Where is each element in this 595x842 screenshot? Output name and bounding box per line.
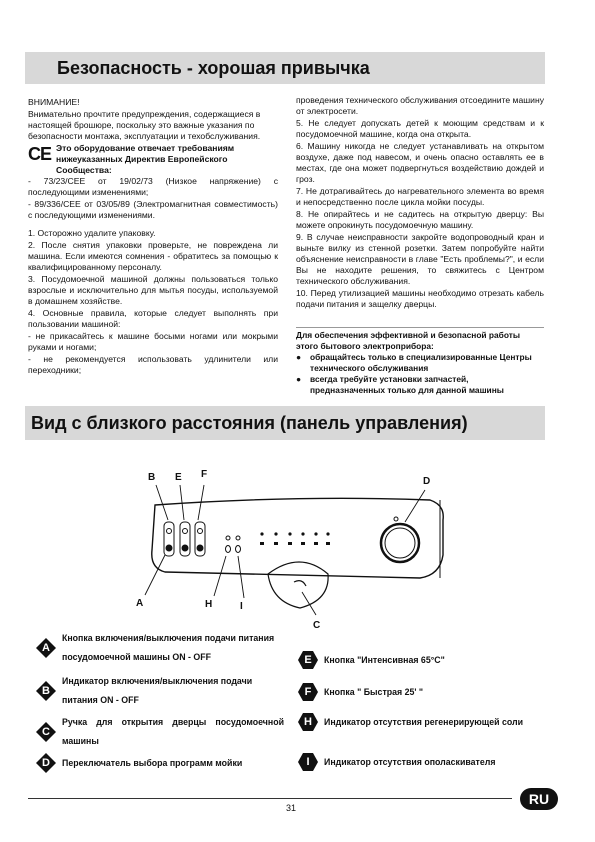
- intro-paragraph: Внимательно прочтите предупреждения, содержащиеся в настоящей брошюре, поскольку это важные указания по безопасности монтажа, эксплуатации и техобслуживания.: [28, 109, 261, 141]
- label-H: H: [205, 599, 213, 610]
- language-badge: RU: [520, 788, 558, 810]
- safety-item-10: 10. Перед утилизацией машины необходимо отрезать кабель подачи питания и защелку дверцы.: [296, 288, 544, 309]
- label-C: C: [313, 620, 321, 631]
- legend-text-D: Переключатель выбора программ мойки: [62, 758, 243, 768]
- legend-text-A: Кнопка включения/выключения подачи питания посудомоечной машины ON - OFF: [62, 633, 275, 662]
- safety-item-4: 4. Основные правила, которые следует выполнять при пользовании машиной:: [28, 308, 278, 329]
- bullet-icon: ●: [296, 352, 302, 362]
- left-buttons: [164, 522, 205, 556]
- badge-B-icon: B: [36, 681, 56, 701]
- directive-1: - 73/23/CEE от 19/02/73 (Низкое напряжение) с последующими изменениями;: [28, 176, 278, 197]
- legend-item-A: [36, 629, 284, 667]
- section-title-control-panel: Вид с близкого расстояния (панель управления): [25, 406, 545, 440]
- safety-item-2: 2. После снятия упаковки проверьте, не повреждена ли машина. Если имеются сомнения - обратитесь за помощью к квалифицированному персоналу.: [28, 240, 278, 272]
- safety-item-4a: - не прикасайтесь к машине босыми ногами или мокрыми руками и ногами;: [28, 331, 278, 352]
- legend-item-D: [36, 753, 284, 773]
- label-E: E: [175, 472, 182, 483]
- door-handle: [268, 562, 328, 608]
- legend-text-B: Индикатор включения/выключения подачи питания ON - OFF: [62, 676, 253, 705]
- section-title-safety: Безопасность - хорошая привычка: [25, 52, 545, 84]
- legend-text-F: Кнопка " Быстрая 25' ": [324, 687, 424, 697]
- footer-divider: [28, 798, 512, 799]
- badge-A-icon: A: [36, 638, 56, 658]
- page-number: 31: [286, 803, 297, 813]
- safety-item-8: 8. Не опирайтесь и не садитесь на открытую дверцу: Вы можете опрокинуть посудомоечную машину.: [296, 209, 544, 230]
- safety-item-5: 5. Не следует допускать детей к моющим средствам и к посудомоечной машине, когда она открыта.: [296, 118, 544, 139]
- badge-D-icon: D: [36, 753, 56, 773]
- badge-C-icon: C: [36, 722, 56, 742]
- legend-text-I: Индикатор отсутствия ополаскивателя: [324, 757, 496, 767]
- safety-item-1: 1. Осторожно удалите упаковку.: [28, 228, 156, 238]
- legend-text-E: Кнопка "Интенсивная 65°C": [324, 655, 445, 665]
- label-I: I: [240, 601, 243, 612]
- label-D: D: [423, 476, 431, 487]
- legend-item-C: [36, 713, 284, 751]
- badge-E-icon: E: [298, 650, 318, 670]
- safety-item-7: 7. Не дотрагивайтесь до нагревательного элемента во время и непосредственно после цикла мойки посуды.: [296, 186, 544, 207]
- badge-F-icon: F: [298, 682, 318, 702]
- continued-text: проведения технического обслуживания отсоедините машину от электросети.: [296, 95, 544, 116]
- program-icons: [260, 532, 330, 545]
- label-A: A: [136, 598, 144, 609]
- badge-H-icon: H: [298, 712, 318, 732]
- safety-item-6: 6. Машину никогда не следует устанавливать на открытом воздухе, даже под навесом, и очень опасно оставлять ее в местах, где она может подвергнуться воздействию дождей и гроз.: [296, 141, 544, 184]
- legend-item-E: [298, 650, 538, 670]
- note-heading: Для обеспечения эффективной и безопасной работы этого бытового электроприбора:: [296, 330, 521, 351]
- legend-text-C: Ручка для открытия дверцы посудомоечной машины: [62, 717, 284, 746]
- note-bullet-1-text: обращайтесь только в специализированные Центры технического обслуживания: [310, 352, 532, 373]
- warning-heading: ВНИМАНИЕ!: [28, 97, 80, 107]
- legend-item-F: [298, 682, 538, 702]
- safety-item-3: 3. Посудомоечной машиной должны пользоваться только взрослые и исключительно для мытья посуды, используемой в домашнем хозяйстве.: [28, 274, 278, 306]
- safety-item-9: 9. В случае неисправности закройте водопроводный кран и выньте вилку из стенной розетки. Затем попробуйте найти объяснение неисправности в главе "Есть проблемы?", и если Вы не находите решения, то свяжитесь с Центром технического обслуживания.: [296, 232, 544, 286]
- ce-text: Это оборудование отвечает требованиям нижеуказанных Директив Европейского Сообщества:: [56, 143, 235, 175]
- note-bullet-2-text: всегда требуйте установки запчастей, предназначенных только для данной машины: [310, 374, 504, 395]
- legend-item-B: [36, 672, 284, 710]
- directive-2: - 89/336/CEE от 03/05/89 (Электромагнитная совместимость) с последующими изменениями.: [28, 199, 278, 220]
- legend-item-I: [298, 752, 538, 772]
- program-knob: [381, 517, 419, 562]
- legend-text-H: Индикатор отсутствия регенерирующей соли: [324, 716, 524, 727]
- label-F: F: [201, 469, 208, 480]
- ce-mark-logo: CE: [28, 144, 52, 164]
- label-B: B: [148, 472, 156, 483]
- legend-item-H: [298, 712, 538, 732]
- indicator-lights: [226, 536, 241, 553]
- safety-item-4b: - не рекомендуется использовать удлинители или переходники;: [28, 354, 278, 375]
- bullet-icon: ●: [296, 374, 302, 384]
- badge-I-icon: I: [298, 752, 318, 772]
